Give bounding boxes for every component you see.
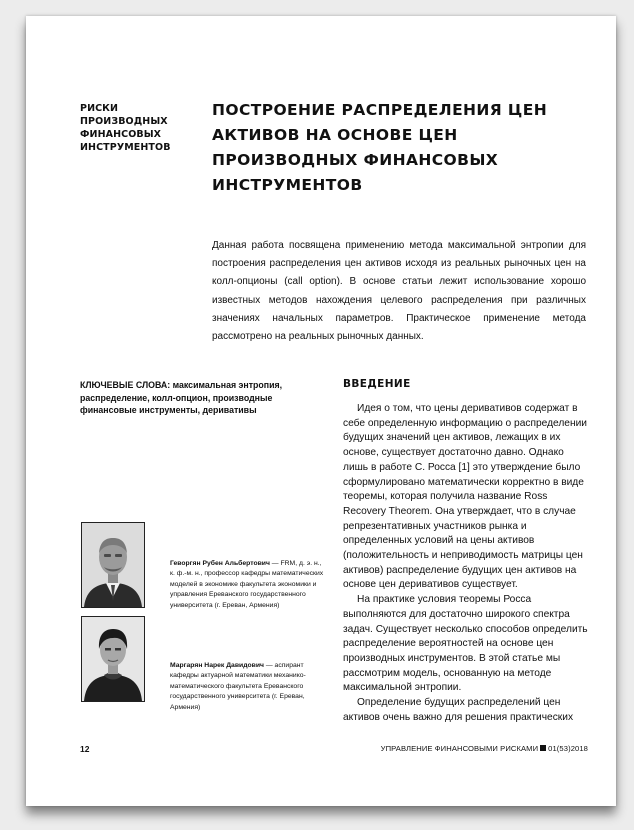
author-photo-1 [81, 522, 145, 608]
square-bullet-icon [540, 745, 546, 751]
abstract: Данная работа посвящена применению метода максимальной энтропии для построения распределения цен активов исходя из реальных рыночных цен на колл-опционы (call option). В основе статьи лежит использование хорошо известных методов нахождения целевого распределения при различных значениях начальных параметров. Практическое применение метода рассмотрено на реальных рыночных данных. [212, 240, 586, 343]
author-bio-2 [170, 661, 328, 713]
page-number: 12 [80, 744, 90, 754]
paragraph: На практике условия теоремы Росса выполняются для достаточно широкого спектра задач. Существует несколько способов определить распределение вероятностей на основе цен производных инструментов. В этой статье мы рассмотрим модель, основанную на методе максимальной энтропии. [343, 594, 588, 694]
section-heading-introduction: ВВЕДЕНИЕ [343, 378, 411, 390]
author-name-1: Геворгян Рубен Альбертович [170, 560, 270, 567]
paragraph: Определение будущих распределений цен активов очень важно для решения практических [343, 697, 574, 723]
article-page [26, 16, 616, 806]
article-title: ПОСТРОЕНИЕ РАСПРЕДЕЛЕНИЯ ЦЕН АКТИВОВ НА ОСНОВЕ ЦЕН ПРОИЗВОДНЫХ ФИНАНСОВЫХ ИНСТРУМЕНТОВ [212, 101, 548, 194]
keywords: КЛЮЧЕВЫЕ СЛОВА: максимальная энтропия, распределение, колл-опцион, производные финансовые инструменты, деривативы [80, 380, 283, 415]
introduction-body [343, 402, 588, 725]
author-details-1: — FRM, д. э. н., к. ф.-м. н., профессор кафедры математических моделей в экономике факультета экономики и управления Ереванского государственного университета (г. Ереван, Армения) [170, 560, 324, 609]
journal-name: УПРАВЛЕНИЕ ФИНАНСОВЫМИ РИСКАМИ [380, 744, 539, 753]
paragraph: Идея о том, что цены деривативов содержат в себе определенную информацию о распределении будущих значений цен активов, лежащих в их основе, существует достаточно давно. Однако лишь в работе С. Росса [1] это утверждение было сформулировано математически корректно в виде теоремы, которая получила название Ross Recovery Theorem. Она утверждает, что в случае репрезентативных участников рынка и определенных условий на цены активов (положительность и неприводимость матрицы цен активов) распределение будущих цен активов на основе цен деривативов существует. [343, 403, 587, 591]
author-name-2: Маргарян Нарек Давидович [170, 662, 264, 669]
author-details-2: — аспирант кафедры актуарной математики механико-математического факультета Ереванского государственного университета (г. Ереван, Армения) [170, 662, 306, 711]
journal-issue: 01(53)2018 [548, 744, 588, 753]
section-label: РИСКИ ПРОИЗВОДНЫХ ФИНАНСОВЫХ ИНСТРУМЕНТОВ [80, 103, 171, 153]
journal-footer [381, 744, 588, 753]
author-bio-1 [170, 559, 328, 611]
author-photo-2 [81, 616, 145, 702]
